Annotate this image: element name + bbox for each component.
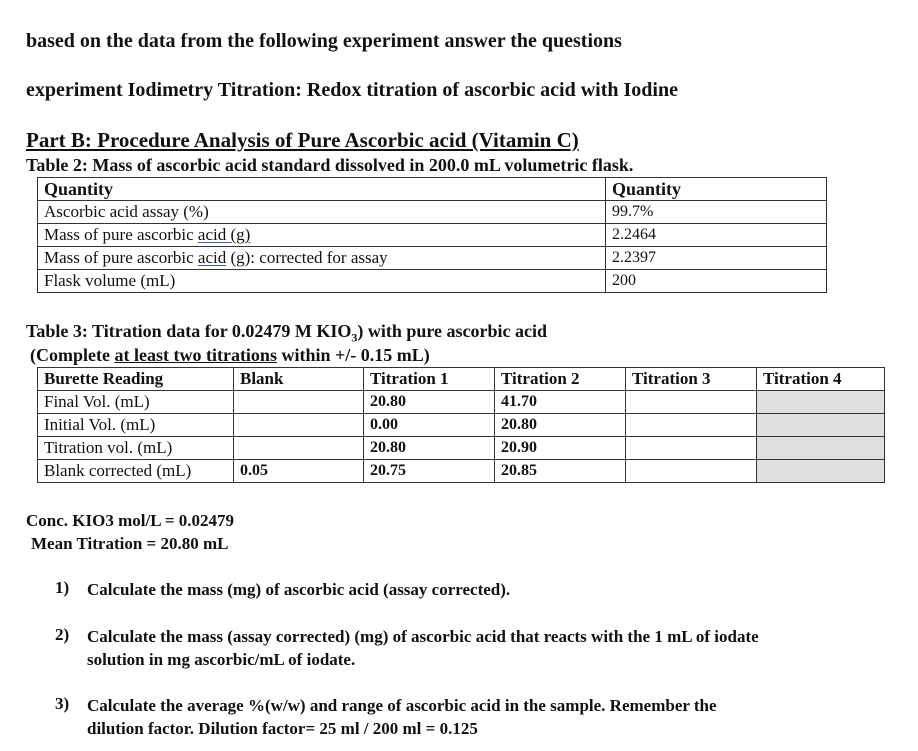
part-b-heading: Part B: Procedure Analysis of Pure Ascorbic acid (Vitamin C) bbox=[26, 128, 579, 152]
question-text-line2: solution in mg ascorbic/mL of iodate. bbox=[87, 650, 356, 669]
question-2 bbox=[55, 625, 905, 673]
table2-caption: Table 2: Mass of ascorbic acid standard dissolved in 200.0 mL volumetric flask. bbox=[26, 155, 634, 175]
table2-label bbox=[38, 224, 606, 247]
table-row bbox=[38, 437, 885, 460]
titration3-cell bbox=[626, 460, 757, 483]
caption-subscript: 3 bbox=[351, 330, 358, 345]
question-number: 3) bbox=[55, 694, 70, 713]
table3-header-row bbox=[38, 368, 885, 391]
blank-cell bbox=[234, 414, 364, 437]
titration1-cell: 0.00 bbox=[364, 414, 495, 437]
titration2-cell: 20.80 bbox=[495, 414, 626, 437]
titration3-cell bbox=[626, 437, 757, 460]
table-row bbox=[38, 391, 885, 414]
blank-cell bbox=[234, 437, 364, 460]
label-text: Mass of pure ascorbic bbox=[44, 248, 198, 267]
question-3 bbox=[55, 694, 905, 742]
table-row bbox=[38, 270, 827, 293]
question-number: 2) bbox=[55, 625, 70, 644]
table2-value: 99.7% bbox=[606, 201, 827, 224]
spellcheck-mark: acid bbox=[197, 225, 227, 244]
question-text: Calculate the average %(w/w) and range of ascorbic acid in the sample. Remember the bbox=[87, 696, 717, 715]
titration1-cell: 20.80 bbox=[364, 391, 495, 414]
question-text: Calculate the mass (assay corrected) (mg) of ascorbic acid that reacts with the 1 mL of iodate bbox=[87, 627, 759, 646]
question-text-line2: dilution factor. Dilution factor= 25 ml / 200 ml = 0.125 bbox=[87, 719, 478, 738]
table-row bbox=[38, 201, 827, 224]
titration4-cell bbox=[757, 460, 885, 483]
table-row bbox=[38, 460, 885, 483]
table-row bbox=[38, 224, 827, 247]
table2-header-value: Quantity bbox=[606, 178, 827, 201]
titration2-cell: 41.70 bbox=[495, 391, 626, 414]
titration1-cell: 20.75 bbox=[364, 460, 495, 483]
caption-text: (Complete bbox=[30, 345, 115, 365]
table3-header: Titration 2 bbox=[495, 368, 626, 391]
table3-header: Titration 3 bbox=[626, 368, 757, 391]
table-row bbox=[38, 247, 827, 270]
table-row bbox=[38, 414, 885, 437]
table3 bbox=[37, 367, 885, 483]
intro-line-1: based on the data from the following experiment answer the questions bbox=[26, 30, 622, 52]
caption-text: Table 3: Titration data for 0.02479 M KIO bbox=[26, 321, 352, 341]
label-text: (g): corrected for assay bbox=[226, 248, 388, 267]
caption-underlined: at least two titrations bbox=[114, 345, 277, 365]
row-label: Initial Vol. (mL) bbox=[38, 414, 234, 437]
table3-header: Titration 4 bbox=[757, 368, 885, 391]
table2-value: 200 bbox=[606, 270, 827, 293]
row-label: Titration vol. (mL) bbox=[38, 437, 234, 460]
caption-text: ) with pure ascorbic acid bbox=[357, 321, 548, 341]
table2-value: 2.2464 bbox=[606, 224, 827, 247]
table3-header: Blank bbox=[234, 368, 364, 391]
label-text: (g) bbox=[226, 225, 251, 244]
table3-caption-line2 bbox=[30, 345, 430, 366]
titration3-cell bbox=[626, 414, 757, 437]
spellcheck-mark: acid bbox=[197, 248, 227, 267]
titration1-cell: 20.80 bbox=[364, 437, 495, 460]
titration3-cell bbox=[626, 391, 757, 414]
row-label: Final Vol. (mL) bbox=[38, 391, 234, 414]
titration2-cell: 20.85 bbox=[495, 460, 626, 483]
caption-text: within +/- 0.15 mL) bbox=[276, 345, 430, 365]
table2-label: Flask volume (mL) bbox=[38, 270, 606, 293]
table2-label bbox=[38, 247, 606, 270]
titration4-cell bbox=[757, 437, 885, 460]
blank-cell bbox=[234, 391, 364, 414]
label-text: Mass of pure ascorbic bbox=[44, 225, 198, 244]
mean-titration: Mean Titration = 20.80 mL bbox=[31, 534, 229, 553]
intro-line-2: experiment Iodimetry Titration: Redox titration of ascorbic acid with Iodine bbox=[26, 79, 678, 101]
conc-kio3: Conc. KIO3 mol/L = 0.02479 bbox=[26, 511, 235, 530]
table3-header: Burette Reading bbox=[38, 368, 234, 391]
titration4-cell bbox=[757, 391, 885, 414]
titration2-cell: 20.90 bbox=[495, 437, 626, 460]
question-1 bbox=[55, 578, 905, 602]
question-text: Calculate the mass (mg) of ascorbic acid (assay corrected). bbox=[87, 580, 511, 599]
blank-cell: 0.05 bbox=[234, 460, 364, 483]
table3-caption-line1 bbox=[26, 321, 547, 346]
table2-value: 2.2397 bbox=[606, 247, 827, 270]
table2-header-row bbox=[38, 178, 827, 201]
row-label: Blank corrected (mL) bbox=[38, 460, 234, 483]
question-number: 1) bbox=[55, 578, 70, 597]
titration4-cell bbox=[757, 414, 885, 437]
table3-header: Titration 1 bbox=[364, 368, 495, 391]
table2 bbox=[37, 177, 827, 293]
table2-label: Ascorbic acid assay (%) bbox=[38, 201, 606, 224]
table2-header-quantity: Quantity bbox=[38, 178, 606, 201]
